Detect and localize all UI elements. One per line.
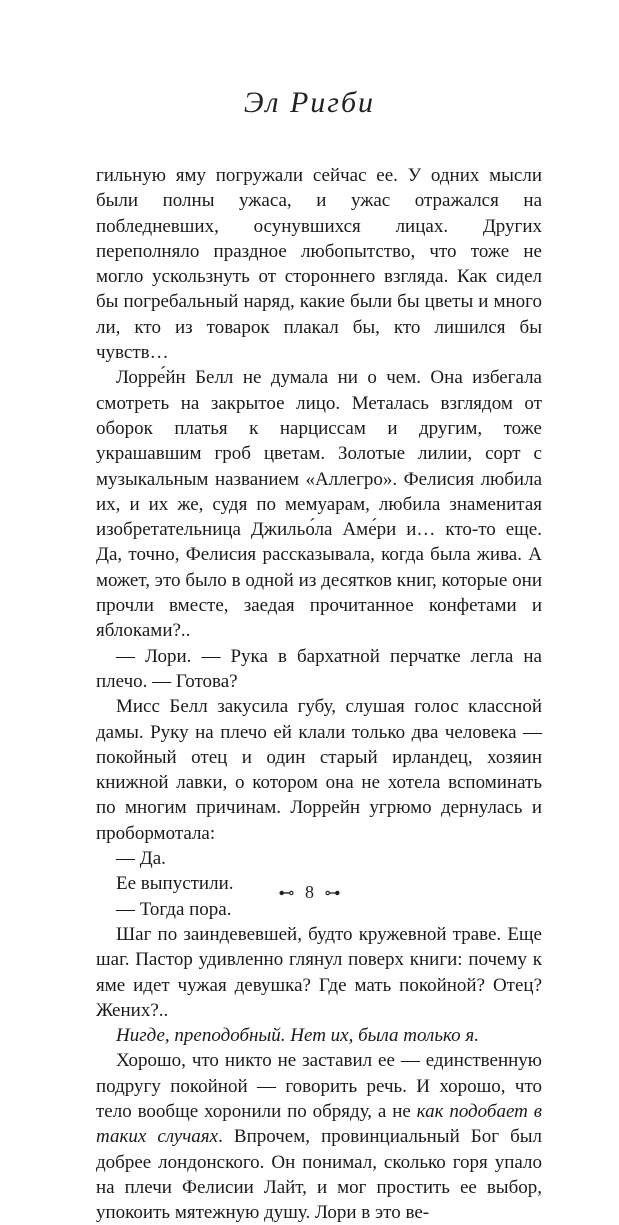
- paragraph: Лорре́йн Белл не думала ни о чем. Она избегала смотреть на закрытое лицо. Металась взглядом от оборок платья к нарциссам и другим, тоже украшавшим гроб цветам. Золотые лилии, сорт с музыкальным названием «Аллегро». Фелисия любила их, и их же, судя по мемуарам, любила знаменитая изобретательница Джильо́ла Аме́ри и… кто-то еще. Да, точно, Фелисия рассказывала, когда была жива. А может, это было в одной из десятков книг, которые они прочли вместе, заедая прочитанное конфетами и яблоками?..: [96, 367, 542, 642]
- paragraph: — Да.: [116, 848, 166, 870]
- paragraph: гильную яму погружали сейчас ее. У одних мысли были полны ужаса, и ужас отражался на побледневших, осунувшихся лицах. Других переполняло праздное любопытство, что тоже не могло ускользнуть от стороннего взгляда. Как сидел бы погребальный наряд, какие были бы цветы и много ли, кто из товарок плакал бы, кто лишился бы чувств…: [96, 165, 542, 364]
- paragraph: Мисс Белл закусила губу, слушая голос классной дамы. Руку на плечо ей клали только два человека — покойный отец и один старый ирландец, хозяин книжной лавки, о котором она не хотела вспоминать по многим причинам. Лоррейн угрюмо дернулась и пробормотала:: [96, 696, 542, 844]
- paragraph: — Лори. — Рука в бархатной перчатке легла на плечо. — Готова?: [96, 645, 542, 692]
- paragraph: Шаг по заиндевевшей, будто кружевной траве. Еще шаг. Пастор удивленно глянул поверх книги: почему к яме идет чужая девушка? Где мать покойной? Отец? Жених?..: [96, 923, 542, 1021]
- running-head: Эл Ригби: [243, 86, 376, 119]
- paragraph: Ее выпустили.: [116, 873, 234, 895]
- paragraph: [96, 1048, 542, 1225]
- paragraph-text-end: . Впрочем, провинциальный Бог был добрее лондонского. Он понимал, сколько горя упало на плечи Фелисии Лайт, и мог простить ее выбор, упокоить мятежную душу. Лори в это ве-: [96, 1126, 542, 1224]
- italic-thought: Нигде, преподобный. Нет их, была только я.: [116, 1025, 479, 1047]
- body-text: [96, 163, 542, 1225]
- emphasized-phrase: как подобает в таких случаях: [96, 1100, 542, 1148]
- paragraph-text-start: Хорошо, что никто не заставил ее — единственную подругу покойной — говорить речь. И хорошо, что тело вообще хоронили по обряду, а не: [96, 1050, 542, 1122]
- page-footer: [0, 882, 619, 903]
- right-ornament-icon: ⊶: [324, 885, 341, 902]
- left-ornament-icon: ⊷: [278, 885, 295, 902]
- italic-paragraph: [96, 1023, 542, 1048]
- page-number: 8: [305, 882, 314, 902]
- paragraph: — Тогда пора.: [116, 898, 232, 920]
